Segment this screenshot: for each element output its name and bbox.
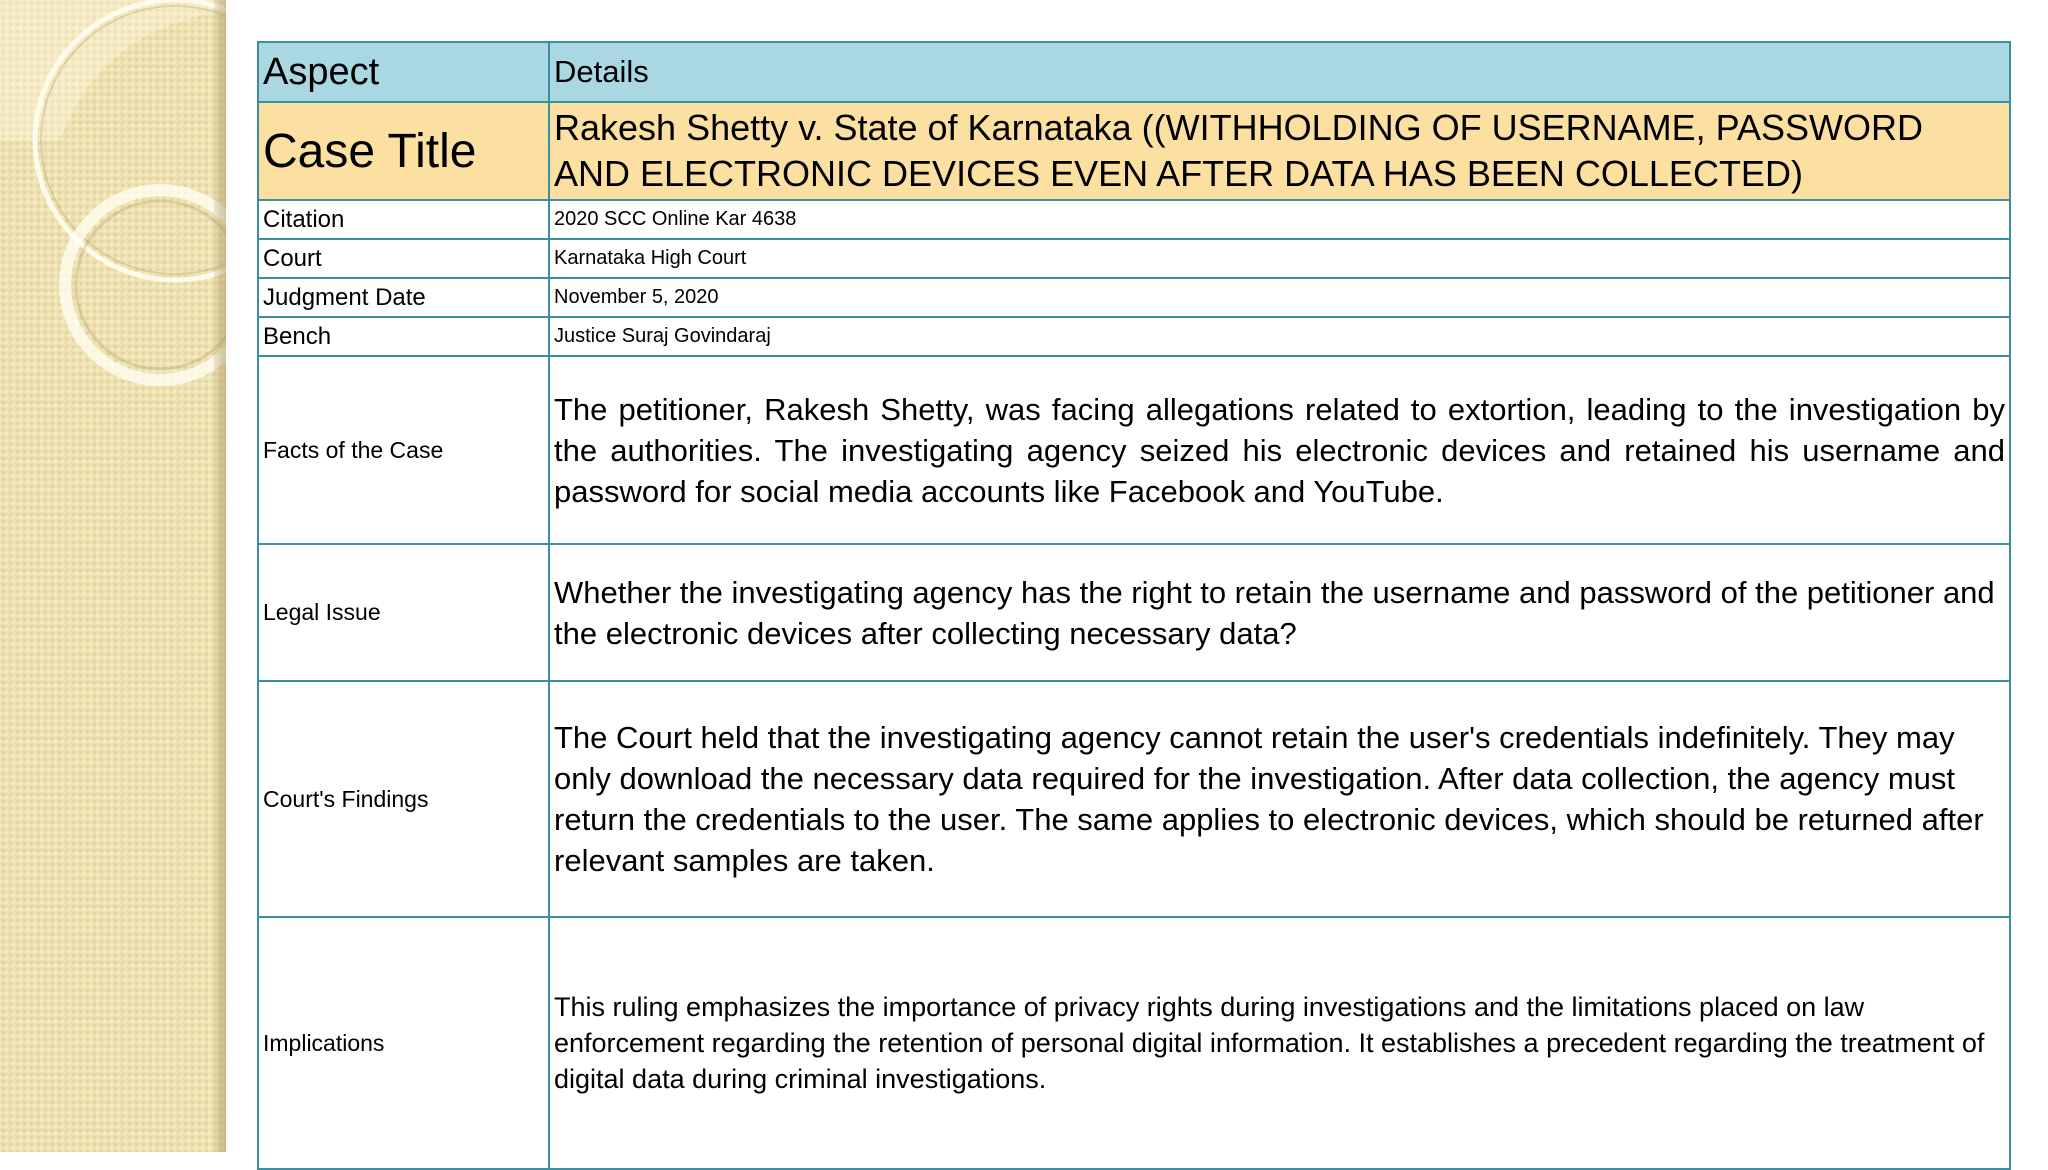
case-title-label: Case Title: [258, 102, 549, 200]
aspect-column-header: Aspect: [258, 42, 549, 102]
legal-issue-label: Legal Issue: [258, 544, 549, 681]
table-row-citation: [258, 200, 2010, 239]
table-row-facts: [258, 356, 2010, 544]
court-label: Court: [258, 239, 549, 278]
legal-issue-value: Whether the investigating agency has the right to retain the username and password of the petitioner and the electronic devices after collecting necessary data?: [549, 544, 2010, 681]
bench-label: Bench: [258, 317, 549, 356]
details-column-header: Details: [549, 42, 2010, 102]
findings-value: The Court held that the investigating agency cannot retain the user's credentials indefinitely. They may only download the necessary data required for the investigation. After data collection, the agency must return the credentials to the user. The same applies to electronic devices, which should be returned after relevant samples are taken.: [549, 681, 2010, 917]
judgment-date-label: Judgment Date: [258, 278, 549, 317]
table-header-row: [258, 42, 2010, 102]
case-title-value: Rakesh Shetty v. State of Karnataka ((WITHHOLDING OF USERNAME, PASSWORD AND ELECTRONIC DEVICES EVEN AFTER DATA HAS BEEN COLLECTED): [549, 102, 2010, 200]
table-row-findings: [258, 681, 2010, 917]
implications-value: This ruling emphasizes the importance of privacy rights during investigations and the limitations placed on law enforcement regarding the retention of personal digital information. It establishes a precedent regarding the treatment of digital data during criminal investigations.: [549, 917, 2010, 1169]
citation-value: 2020 SCC Online Kar 4638: [549, 200, 2010, 239]
table-row-court: [258, 239, 2010, 278]
case-summary-table: [257, 41, 2011, 1170]
decorative-side-panel: [0, 0, 226, 1152]
table-row-case-title: [258, 102, 2010, 200]
citation-label: Citation: [258, 200, 549, 239]
decorative-rings: [0, 0, 226, 1152]
table-row-implications: [258, 917, 2010, 1169]
judgment-date-value: November 5, 2020: [549, 278, 2010, 317]
facts-label: Facts of the Case: [258, 356, 549, 544]
table-row-bench: [258, 317, 2010, 356]
findings-label: Court's Findings: [258, 681, 549, 917]
court-value: Karnataka High Court: [549, 239, 2010, 278]
side-panel-edge: [214, 0, 226, 1152]
implications-label: Implications: [258, 917, 549, 1169]
facts-value: The petitioner, Rakesh Shetty, was facing allegations related to extortion, leading to the investigation by the authorities. The investigating agency seized his electronic devices and retained his username and password for social media accounts like Facebook and YouTube.: [549, 356, 2010, 544]
table-row-judgment-date: [258, 278, 2010, 317]
bench-value: Justice Suraj Govindaraj: [549, 317, 2010, 356]
table-row-legal-issue: [258, 544, 2010, 681]
